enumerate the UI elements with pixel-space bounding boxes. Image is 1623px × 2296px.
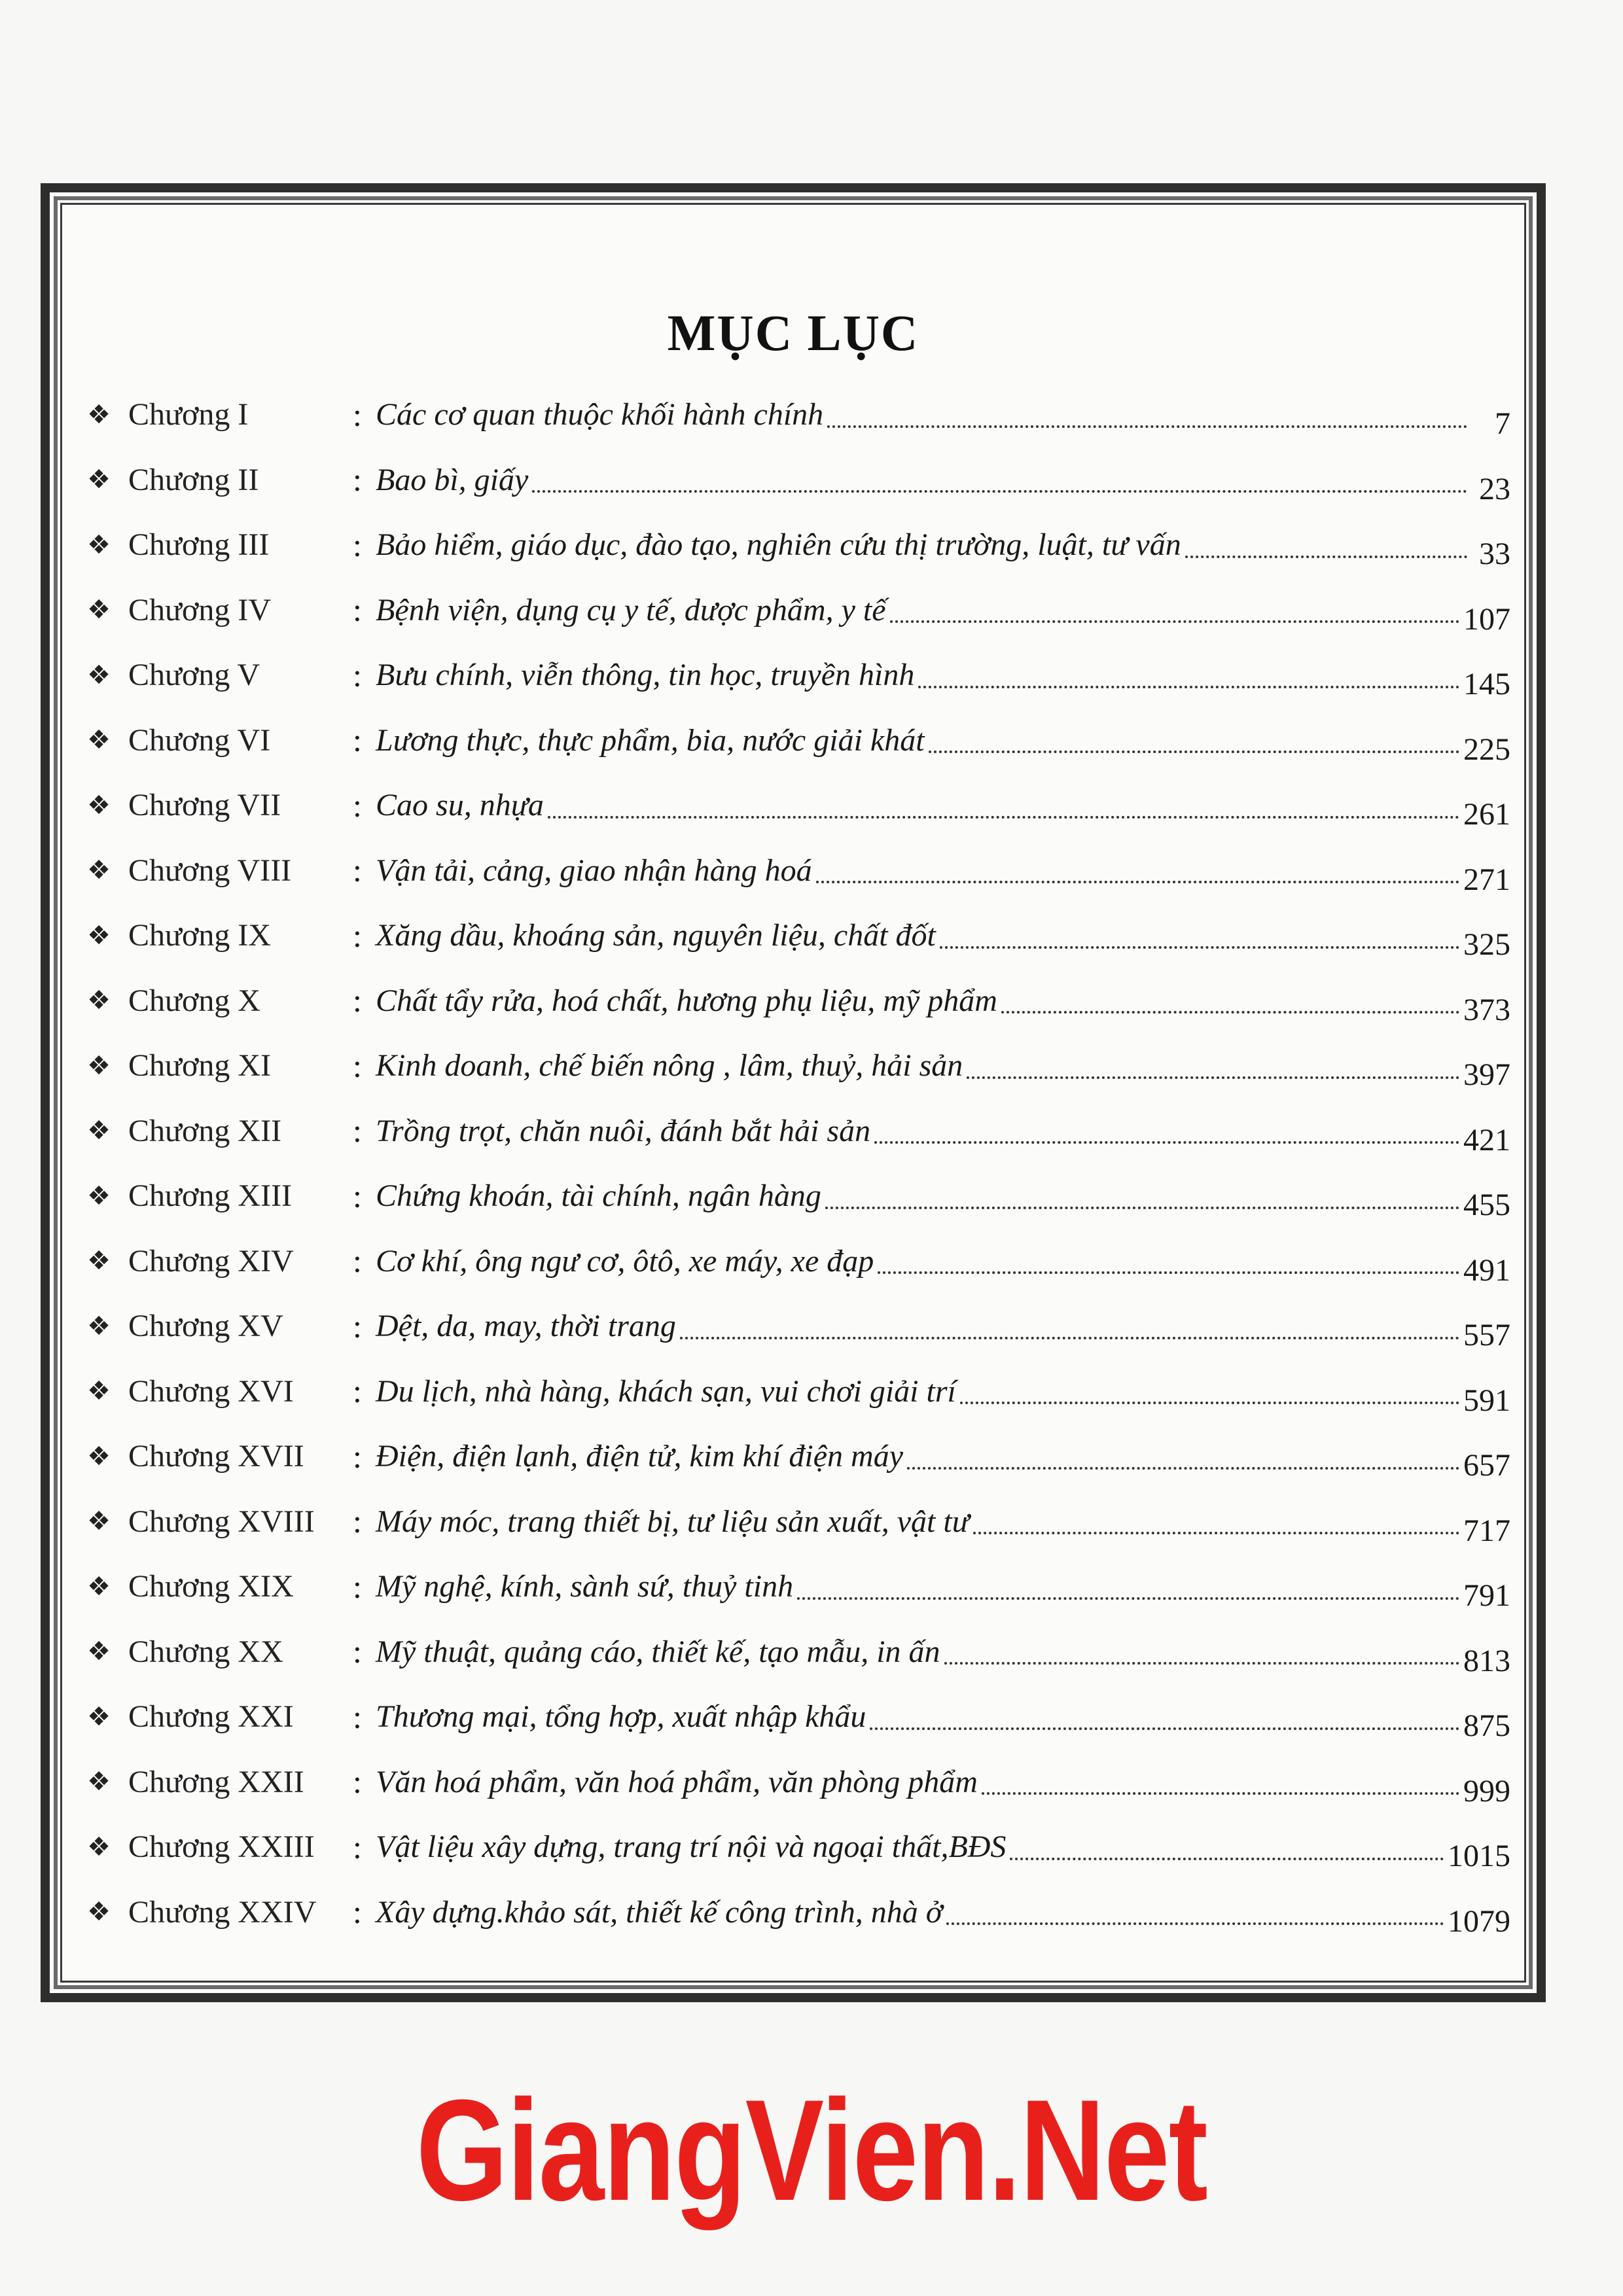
chapter-title: Cơ khí, ông ngư cơ, ôtô, xe máy, xe đạp xyxy=(376,1243,874,1279)
dot-leader xyxy=(929,751,1459,753)
page-title: MỤC LỤC xyxy=(667,304,919,361)
chapter-title: Trồng trọt, chăn nuôi, đánh bắt hải sản xyxy=(376,1113,871,1148)
chapter-label: Chương XX xyxy=(128,1634,283,1669)
chapter-label: Chương V xyxy=(128,658,260,693)
colon-separator: : xyxy=(353,1763,362,1801)
diamond-bullet-icon: ❖ xyxy=(87,1441,111,1472)
chapter-label: Chương XIV xyxy=(128,1243,294,1279)
chapter-title: Xăng dầu, khoáng sản, nguyên liệu, chất đốt xyxy=(376,918,936,953)
page-number: 875 xyxy=(1463,1708,1510,1744)
page-number: 373 xyxy=(1463,992,1510,1027)
chapter-title: Mỹ thuật, quảng cáo, thiết kế, tạo mẫu, in ấn xyxy=(376,1634,940,1669)
page-number: 325 xyxy=(1463,927,1510,963)
toc-entry[interactable] xyxy=(69,1880,1510,1945)
dot-leader xyxy=(982,1792,1459,1795)
colon-separator: : xyxy=(353,1243,362,1280)
dot-leader xyxy=(816,881,1459,883)
page-number: 397 xyxy=(1463,1057,1510,1093)
dot-leader xyxy=(907,1467,1459,1470)
toc-entry[interactable] xyxy=(69,1359,1510,1424)
page-number: 145 xyxy=(1463,667,1510,702)
dot-leader xyxy=(1185,556,1467,558)
dot-leader xyxy=(944,1662,1459,1665)
dot-leader xyxy=(967,1076,1459,1079)
colon-separator: : xyxy=(353,722,362,759)
page-number: 107 xyxy=(1463,601,1510,637)
toc-entry[interactable] xyxy=(69,448,1510,513)
colon-separator: : xyxy=(353,1633,362,1670)
chapter-title: Vật liệu xây dựng, trang trí nội và ngoại thất,BĐS xyxy=(376,1829,1007,1865)
toc-frame xyxy=(41,183,1546,2002)
diamond-bullet-icon: ❖ xyxy=(87,1246,111,1277)
chapter-title: Chất tẩy rửa, hoá chất, hương phụ liệu, mỹ phẩm xyxy=(376,983,997,1018)
chapter-title: Máy móc, trang thiết bị, tư liệu sản xuất, vật tư xyxy=(376,1504,969,1539)
toc-entry[interactable] xyxy=(69,1814,1510,1880)
page-number: 813 xyxy=(1463,1643,1510,1678)
diamond-bullet-icon: ❖ xyxy=(87,1180,111,1211)
chapter-label: Chương XVI xyxy=(128,1373,294,1409)
colon-separator: : xyxy=(353,592,362,629)
chapter-label: Chương XII xyxy=(128,1113,282,1148)
diamond-bullet-icon: ❖ xyxy=(87,1701,111,1732)
colon-separator: : xyxy=(353,786,362,824)
chapter-label: Chương X xyxy=(128,983,261,1018)
colon-separator: : xyxy=(353,1438,362,1475)
chapter-label: Chương XXII xyxy=(128,1764,304,1799)
colon-separator: : xyxy=(353,526,362,563)
colon-separator: : xyxy=(353,656,362,694)
page-number: 657 xyxy=(1463,1448,1510,1483)
colon-separator: : xyxy=(353,1373,362,1410)
toc-entry[interactable] xyxy=(69,1619,1510,1685)
diamond-bullet-icon: ❖ xyxy=(87,595,111,626)
diamond-bullet-icon: ❖ xyxy=(87,1376,111,1407)
dot-leader xyxy=(1001,1011,1459,1014)
colon-separator: : xyxy=(353,1047,362,1084)
chapter-label: Chương II xyxy=(128,462,259,497)
toc-entry[interactable] xyxy=(69,838,1510,904)
colon-separator: : xyxy=(353,1828,362,1865)
diamond-bullet-icon: ❖ xyxy=(87,1571,111,1602)
colon-separator: : xyxy=(353,1307,362,1345)
colon-separator: : xyxy=(353,1177,362,1214)
chapter-label: Chương VII xyxy=(128,788,281,823)
colon-separator: : xyxy=(353,1568,362,1605)
page-number: 717 xyxy=(1463,1513,1510,1548)
chapter-title: Bảo hiểm, giáo dục, đào tạo, nghiên cứu thị trường, luật, tư vấn xyxy=(376,527,1181,563)
chapter-title: Điện, điện lạnh, điện tử, kim khí điện máy xyxy=(376,1439,903,1474)
colon-separator: : xyxy=(353,1112,362,1150)
dot-leader xyxy=(878,1271,1459,1274)
chapter-label: Chương XVII xyxy=(128,1439,304,1474)
chapter-title: Du lịch, nhà hàng, khách sạn, vui chơi giải trí xyxy=(376,1373,956,1409)
dot-leader xyxy=(918,686,1459,688)
chapter-title: Thương mại, tổng hợp, xuất nhập khẩu xyxy=(376,1699,866,1735)
toc-entry[interactable] xyxy=(69,1163,1510,1229)
toc-entry[interactable] xyxy=(69,512,1510,578)
colon-separator: : xyxy=(353,982,362,1019)
chapter-title: Bệnh viện, dụng cụ y tế, dược phẩm, y tế xyxy=(376,592,886,627)
colon-separator: : xyxy=(353,852,362,889)
diamond-bullet-icon: ❖ xyxy=(87,1116,111,1146)
chapter-label: Chương XXIII xyxy=(128,1829,315,1865)
chapter-label: Chương XI xyxy=(128,1048,272,1084)
chapter-title: Vận tải, cảng, giao nhận hàng hoá xyxy=(376,853,812,888)
toc-entry[interactable] xyxy=(69,1229,1510,1294)
chapter-label: Chương XXIV xyxy=(128,1894,317,1930)
diamond-bullet-icon: ❖ xyxy=(87,465,111,495)
diamond-bullet-icon: ❖ xyxy=(87,1897,111,1928)
toc-entry[interactable] xyxy=(69,968,1510,1034)
chapter-title: Các cơ quan thuộc khối hành chính xyxy=(376,397,824,433)
page-number: 591 xyxy=(1463,1383,1510,1418)
diamond-bullet-icon: ❖ xyxy=(87,855,111,886)
chapter-label: Chương XVIII xyxy=(128,1504,315,1539)
toc-entry[interactable] xyxy=(69,1684,1510,1750)
chapter-title: Bao bì, giấy xyxy=(376,462,529,497)
page-number: 421 xyxy=(1463,1122,1510,1157)
page-number: 1079 xyxy=(1448,1903,1510,1939)
chapter-label: Chương XXI xyxy=(128,1699,294,1735)
diamond-bullet-icon: ❖ xyxy=(87,790,111,821)
page-number: 23 xyxy=(1479,471,1510,506)
dot-leader xyxy=(825,1207,1459,1209)
chapter-label: Chương XIII xyxy=(128,1178,293,1214)
chapter-title: Mỹ nghệ, kính, sành sứ, thuỷ tinh xyxy=(376,1569,794,1604)
chapter-label: Chương XIX xyxy=(128,1569,294,1604)
chapter-label: Chương VIII xyxy=(128,853,292,888)
diamond-bullet-icon: ❖ xyxy=(87,1050,111,1081)
page-number: 261 xyxy=(1463,797,1510,832)
diamond-bullet-icon: ❖ xyxy=(87,399,111,430)
watermark-logo: GiangVien.Net xyxy=(416,2070,1207,2231)
dot-leader xyxy=(797,1597,1459,1600)
colon-separator: : xyxy=(353,1503,362,1540)
chapter-title: Kinh doanh, chế biến nông , lâm, thuỷ, hải sản xyxy=(376,1048,963,1084)
chapter-label: Chương III xyxy=(128,527,270,563)
toc-entry[interactable] xyxy=(69,1554,1510,1619)
page-number: 491 xyxy=(1463,1252,1510,1288)
page-number: 999 xyxy=(1463,1773,1510,1809)
chapter-title: Lương thực, thực phẩm, bia, nước giải khát xyxy=(376,722,925,758)
page-number: 455 xyxy=(1463,1188,1510,1223)
colon-separator: : xyxy=(353,396,362,433)
toc-list xyxy=(69,382,1510,1945)
toc-entry[interactable] xyxy=(69,1099,1510,1164)
chapter-title: Bưu chính, viễn thông, tin học, truyền hình xyxy=(376,658,915,693)
chapter-title: Dệt, da, may, thời trang xyxy=(376,1309,676,1344)
toc-entry[interactable] xyxy=(69,382,1510,448)
page-number: 271 xyxy=(1463,862,1510,897)
toc-entry[interactable] xyxy=(69,708,1510,773)
chapter-label: Chương XV xyxy=(128,1309,283,1344)
toc-entry[interactable] xyxy=(69,1424,1510,1489)
page-number: 1015 xyxy=(1448,1839,1510,1874)
page-number: 791 xyxy=(1463,1578,1510,1614)
chapter-title: Cao su, nhựa xyxy=(376,788,544,823)
diamond-bullet-icon: ❖ xyxy=(87,985,111,1016)
toc-entry[interactable] xyxy=(69,643,1510,708)
dot-leader xyxy=(827,425,1467,428)
dot-leader xyxy=(870,1727,1459,1730)
chapter-label: Chương IX xyxy=(128,918,272,953)
diamond-bullet-icon: ❖ xyxy=(87,660,111,690)
dot-leader xyxy=(1010,1858,1444,1860)
diamond-bullet-icon: ❖ xyxy=(87,1636,111,1667)
colon-separator: : xyxy=(353,1698,362,1735)
page-number: 7 xyxy=(1495,406,1510,442)
chapter-title: Văn hoá phẩm, văn hoá phẩm, văn phòng phẩm xyxy=(376,1764,978,1799)
toc-entry[interactable] xyxy=(69,1294,1510,1359)
diamond-bullet-icon: ❖ xyxy=(87,725,111,756)
dot-leader xyxy=(548,816,1459,819)
page-number: 557 xyxy=(1463,1318,1510,1353)
chapter-title: Chứng khoán, tài chính, ngân hàng xyxy=(376,1178,821,1214)
diamond-bullet-icon: ❖ xyxy=(87,920,111,951)
colon-separator: : xyxy=(353,461,362,499)
diamond-bullet-icon: ❖ xyxy=(87,529,111,560)
toc-entry[interactable] xyxy=(69,1489,1510,1555)
page-number: 225 xyxy=(1463,732,1510,767)
chapter-label: Chương I xyxy=(128,397,249,433)
page-number: 33 xyxy=(1479,537,1510,572)
toc-entry[interactable] xyxy=(69,903,1510,968)
diamond-bullet-icon: ❖ xyxy=(87,1767,111,1797)
dot-leader xyxy=(940,946,1459,949)
toc-entry[interactable] xyxy=(69,1750,1510,1815)
chapter-title: Xây dựng.khảo sát, thiết kế công trình, nhà ở xyxy=(376,1894,943,1930)
chapter-label: Chương IV xyxy=(128,592,272,627)
diamond-bullet-icon: ❖ xyxy=(87,1311,111,1341)
dot-leader xyxy=(890,620,1459,623)
dot-leader xyxy=(946,1922,1444,1925)
colon-separator: : xyxy=(353,917,362,954)
diamond-bullet-icon: ❖ xyxy=(87,1506,111,1537)
toc-entry[interactable] xyxy=(69,1033,1510,1099)
dot-leader xyxy=(973,1532,1459,1534)
dot-leader xyxy=(532,490,1467,493)
dot-leader xyxy=(960,1402,1459,1404)
diamond-bullet-icon: ❖ xyxy=(87,1831,111,1862)
colon-separator: : xyxy=(353,1894,362,1931)
dot-leader xyxy=(874,1141,1459,1144)
toc-entry[interactable] xyxy=(69,578,1510,643)
dot-leader xyxy=(680,1337,1459,1339)
chapter-label: Chương VI xyxy=(128,722,271,758)
toc-entry[interactable] xyxy=(69,773,1510,838)
